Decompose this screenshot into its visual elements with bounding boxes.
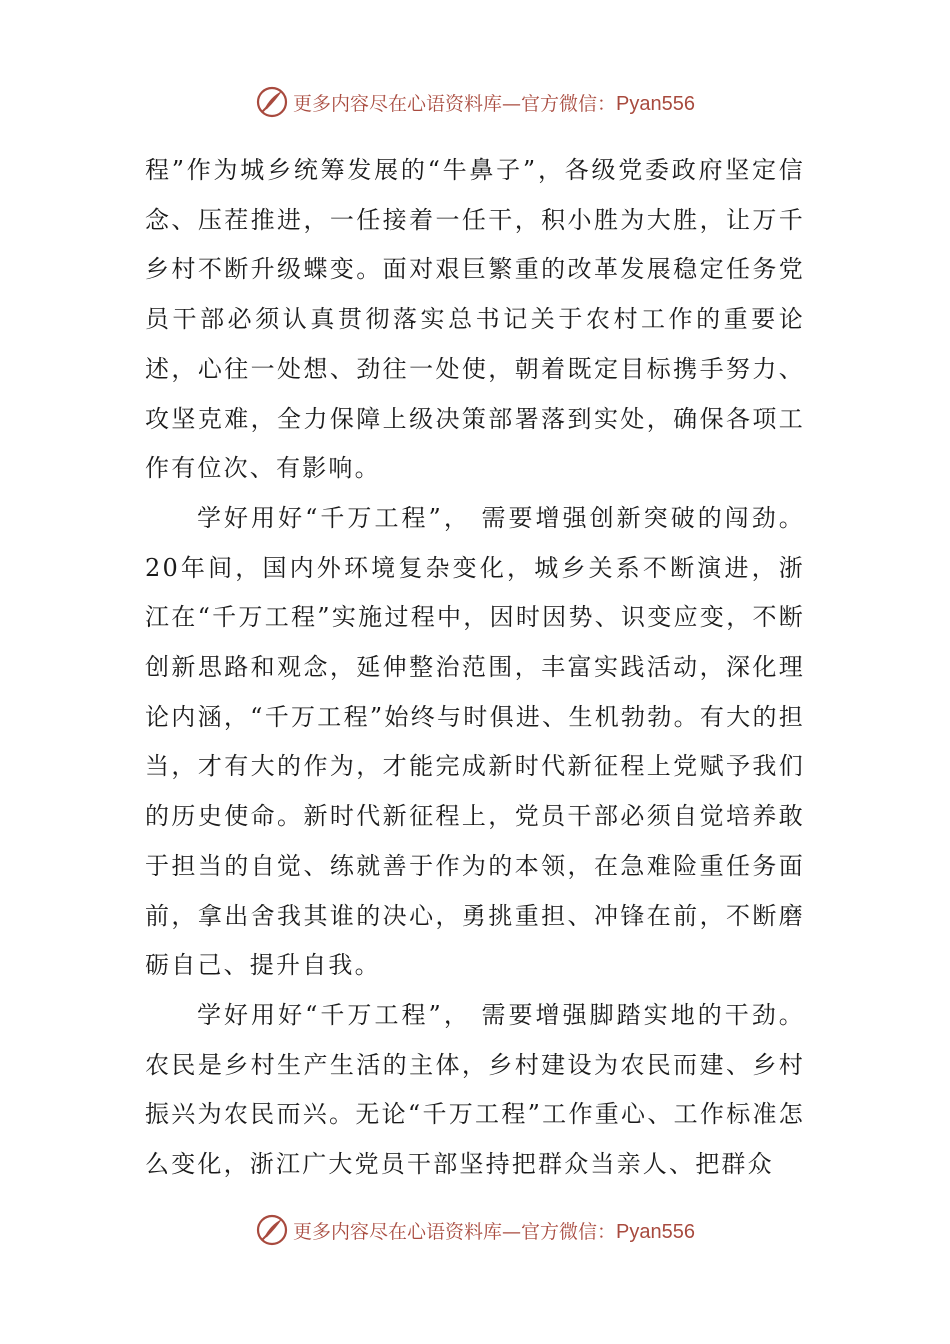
paragraph-3: 学好用好“千万工程”， 需要增强脚踏实地的干劲。农民是乡村生产生活的主体，乡村建设为农民而建、乡村振兴为农民而兴。无论“千万工程”工作重心、工作标准怎么变化，浙江广大党员干部坚持把群众当亲人、把群众 <box>145 1000 805 1179</box>
banner-text: 更多内容尽在心语资料库—官方微信：Pyan556 <box>293 92 695 115</box>
footer-banner <box>0 1210 950 1250</box>
header-banner <box>0 82 950 122</box>
quill-logo-icon <box>255 1213 289 1247</box>
wechat-handle: Pyan556 <box>616 92 695 115</box>
quill-logo-icon <box>255 85 289 119</box>
wechat-handle: Pyan556 <box>616 1220 695 1243</box>
paragraph-1: 程”作为城乡统筹发展的“牛鼻子”，各级党委政府坚定信念、压茬推进，一任接着一任干，积小胜为大胜，让万千乡村不断升级蝶变。面对艰巨繁重的改革发展稳定任务党员干部必须认真贯彻落实总书记关于农村工作的重要论述，心往一处想、劲往一处使，朝着既定目标携手努力、攻坚克难，全力保障上级决策部署落到实处，确保各项工作有位次、有影响。 <box>145 156 805 483</box>
paragraph-2: 学好用好“千万工程”， 需要增强创新突破的闯劲。20年间，国内外环境复杂变化，城乡关系不断演进，浙江在“千万工程”实施过程中，因时因势、识变应变，不断创新思路和观念，延伸整治范围，丰富实践活动，深化理论内涵，“千万工程”始终与时俱进、生机勃勃。有大的担当，才有大的作为，才能完成新时代新征程上党赋予我们的历史使命。新时代新征程上，党员干部必须自觉培养敢于担当的自觉、练就善于作为的本领，在急难险重任务面前，拿出舍我其谁的决心，勇挑重担、冲锋在前，不断磨砺自己、提升自我。 <box>145 503 805 980</box>
document-body <box>145 146 805 1190</box>
banner-text: 更多内容尽在心语资料库—官方微信：Pyan556 <box>293 1220 695 1243</box>
